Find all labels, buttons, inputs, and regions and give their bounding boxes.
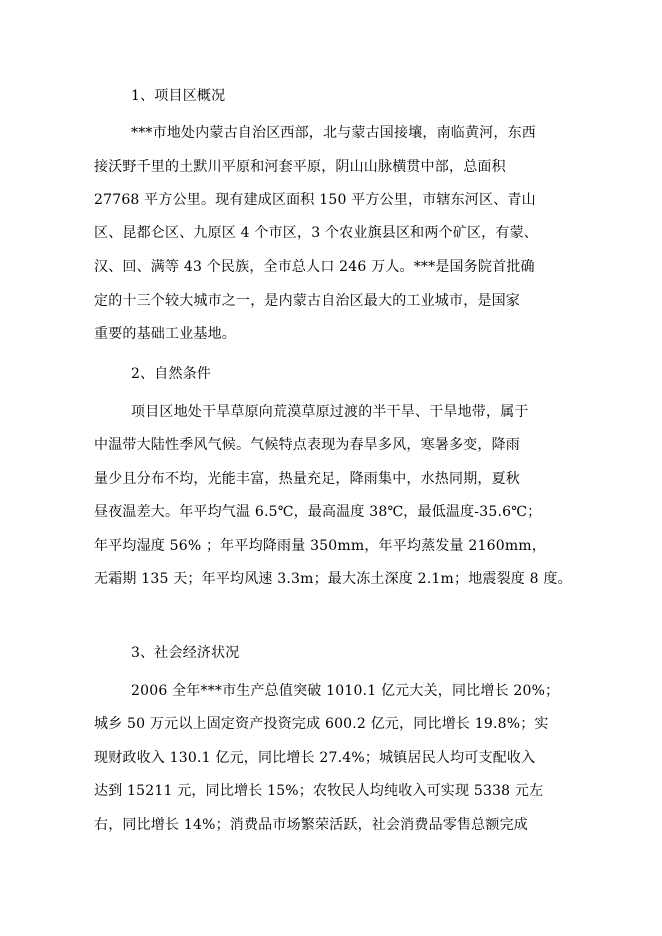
section-1-heading: 1、项目区概况	[131, 88, 226, 104]
section-1-line-6: 定的十三个较大城市之一，是内蒙古自治区最大的工业城市，是国家	[94, 293, 520, 309]
section-2-line-1: 项目区地处干旱草原向荒漠草原过渡的半干旱、干旱地带，属于	[131, 404, 529, 420]
section-3-line-4: 达到 15211 元，同比增长 15%；农牧民人均纯收入可实现 5338 元左	[94, 783, 544, 799]
section-3-line-1: 2006 全年***市生产总值突破 1010.1 亿元大关，同比增长 20%；	[131, 683, 560, 699]
section-2-line-6: 无霜期 135 天；年平均风速 3.3m；最大冻土深度 2.1m；地震裂度 8 度。	[94, 571, 572, 587]
section-1-line-2: 接沃野千里的土默川平原和河套平原，阴山山脉横贯中部，总面积	[94, 159, 506, 175]
section-2-heading: 2、自然条件	[131, 366, 212, 382]
section-1-line-4: 区、昆都仑区、九原区 4 个市区，3 个农业旗县区和两个矿区，有蒙、	[94, 225, 538, 241]
section-2-line-2: 中温带大陆性季风气候。气候特点表现为春旱多风，寒暑多变，降雨	[94, 437, 520, 453]
section-3-line-3: 现财政收入 130.1 亿元，同比增长 27.4%；城镇居民人均可支配收入	[94, 750, 536, 766]
section-3-line-5: 右，同比增长 14%；消费品市场繁荣活跃，社会消费品零售总额完成	[94, 817, 528, 833]
section-1-line-3: 27768 平方公里。现有建成区面积 150 平方公里，市辖东河区、青山	[94, 192, 536, 208]
section-2-line-4: 昼夜温差大。年平均气温 6.5℃，最高温度 38℃，最低温度-35.6℃；	[94, 504, 542, 520]
section-3-heading: 3、社会经济状况	[131, 645, 240, 661]
section-2-line-3: 量少且分布不均，光能丰富，热量充足，降雨集中，水热同期，夏秋	[94, 471, 520, 487]
section-1-line-7: 重要的基础工业基地。	[94, 326, 236, 342]
section-1-line-1: ***市地处内蒙古自治区西部，北与蒙古国接壤，南临黄河，东西	[131, 125, 536, 141]
section-1-line-5: 汉、回、满等 43 个民族，全市总人口 246 万人。***是国务院首批确	[94, 259, 535, 275]
section-3-line-2: 城乡 50 万元以上固定资产投资完成 600.2 亿元，同比增长 19.8%；实	[94, 716, 549, 732]
section-2-line-5: 年平均湿度 56% ；年平均降雨量 350mm，年平均蒸发量 2160mm，	[94, 538, 546, 554]
